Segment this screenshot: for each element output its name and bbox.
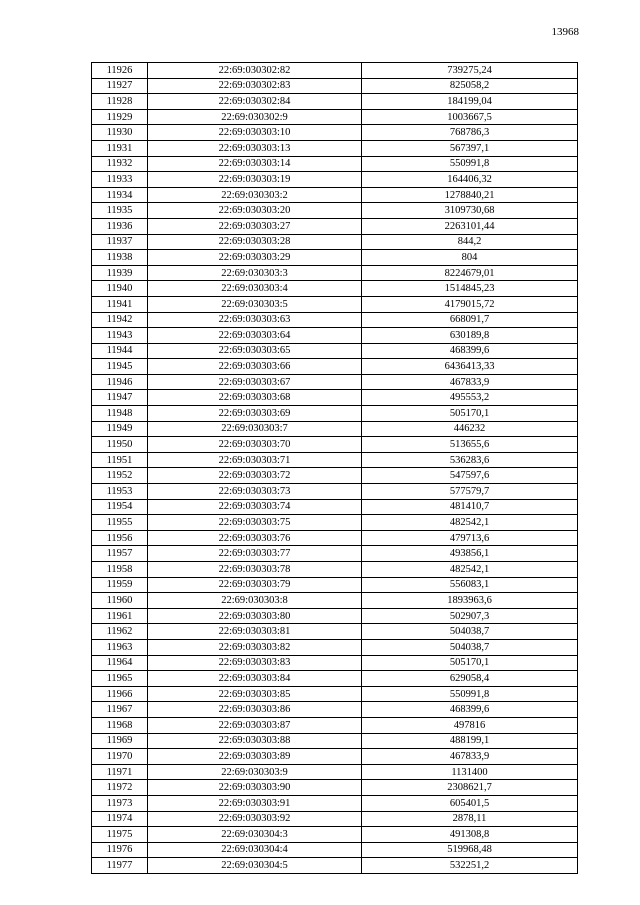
cadastral-number-cell: 22:69:030303:76: [148, 530, 362, 546]
table-row: [92, 140, 578, 156]
cadastral-number-cell: 22:69:030303:71: [148, 452, 362, 468]
row-number-cell: 11932: [92, 156, 148, 172]
table-row: [92, 811, 578, 827]
row-number-cell: 11957: [92, 546, 148, 562]
cadastral-number-cell: 22:69:030303:86: [148, 702, 362, 718]
table-row: [92, 733, 578, 749]
cadastral-number-cell: 22:69:030303:75: [148, 515, 362, 531]
cadastral-number-cell: 22:69:030303:10: [148, 125, 362, 141]
table-row: [92, 94, 578, 110]
value-cell: 804: [362, 250, 578, 266]
table-row: [92, 499, 578, 515]
cadastral-number-cell: 22:69:030303:14: [148, 156, 362, 172]
value-cell: 482542,1: [362, 562, 578, 578]
cadastral-number-cell: 22:69:030303:70: [148, 437, 362, 453]
row-number-cell: 11976: [92, 842, 148, 858]
cadastral-number-cell: 22:69:030303:85: [148, 686, 362, 702]
table-row: [92, 577, 578, 593]
value-cell: 1131400: [362, 764, 578, 780]
row-number-cell: 11933: [92, 172, 148, 188]
row-number-cell: 11941: [92, 296, 148, 312]
value-cell: 2308621,7: [362, 780, 578, 796]
cadastral-number-cell: 22:69:030303:63: [148, 312, 362, 328]
value-cell: 2263101,44: [362, 218, 578, 234]
cadastral-value-table: [91, 62, 578, 874]
table-row: [92, 764, 578, 780]
value-cell: 502907,3: [362, 608, 578, 624]
table-row: [92, 343, 578, 359]
cadastral-number-cell: 22:69:030303:5: [148, 296, 362, 312]
value-cell: 491308,8: [362, 827, 578, 843]
cadastral-number-cell: 22:69:030302:83: [148, 78, 362, 94]
row-number-cell: 11936: [92, 218, 148, 234]
table-row: [92, 265, 578, 281]
cadastral-number-cell: 22:69:030303:64: [148, 328, 362, 344]
row-number-cell: 11951: [92, 452, 148, 468]
row-number-cell: 11940: [92, 281, 148, 297]
cadastral-number-cell: 22:69:030303:77: [148, 546, 362, 562]
cadastral-number-cell: 22:69:030303:13: [148, 140, 362, 156]
value-cell: 668091,7: [362, 312, 578, 328]
row-number-cell: 11954: [92, 499, 148, 515]
row-number-cell: 11938: [92, 250, 148, 266]
row-number-cell: 11967: [92, 702, 148, 718]
value-cell: 446232: [362, 421, 578, 437]
cadastral-number-cell: 22:69:030303:9: [148, 764, 362, 780]
cadastral-number-cell: 22:69:030303:28: [148, 234, 362, 250]
value-cell: 844,2: [362, 234, 578, 250]
row-number-cell: 11973: [92, 795, 148, 811]
value-cell: 567397,1: [362, 140, 578, 156]
table-row: [92, 125, 578, 141]
value-cell: 497816: [362, 717, 578, 733]
value-cell: 504038,7: [362, 639, 578, 655]
row-number-cell: 11952: [92, 468, 148, 484]
value-cell: 488199,1: [362, 733, 578, 749]
cadastral-number-cell: 22:69:030303:74: [148, 499, 362, 515]
cadastral-number-cell: 22:69:030304:5: [148, 858, 362, 874]
cadastral-number-cell: 22:69:030303:92: [148, 811, 362, 827]
row-number-cell: 11966: [92, 686, 148, 702]
value-cell: 468399,6: [362, 343, 578, 359]
cadastral-number-cell: 22:69:030303:90: [148, 780, 362, 796]
table-row: [92, 593, 578, 609]
value-cell: 468399,6: [362, 702, 578, 718]
table-row: [92, 109, 578, 125]
table-row: [92, 530, 578, 546]
cadastral-number-cell: 22:69:030303:67: [148, 374, 362, 390]
row-number-cell: 11948: [92, 406, 148, 422]
row-number-cell: 11949: [92, 421, 148, 437]
table-row: [92, 421, 578, 437]
cadastral-number-cell: 22:69:030303:19: [148, 172, 362, 188]
value-cell: 768786,3: [362, 125, 578, 141]
value-cell: 532251,2: [362, 858, 578, 874]
table-row: [92, 296, 578, 312]
value-cell: 513655,6: [362, 437, 578, 453]
value-cell: 2878,11: [362, 811, 578, 827]
cadastral-number-cell: 22:69:030303:83: [148, 655, 362, 671]
row-number-cell: 11945: [92, 359, 148, 375]
row-number-cell: 11959: [92, 577, 148, 593]
row-number-cell: 11946: [92, 374, 148, 390]
value-cell: 467833,9: [362, 749, 578, 765]
cadastral-number-cell: 22:69:030303:84: [148, 671, 362, 687]
row-number-cell: 11971: [92, 764, 148, 780]
value-cell: 577579,7: [362, 484, 578, 500]
table-row: [92, 374, 578, 390]
cadastral-number-cell: 22:69:030303:7: [148, 421, 362, 437]
cadastral-number-cell: 22:69:030303:80: [148, 608, 362, 624]
table-row: [92, 795, 578, 811]
row-number-cell: 11975: [92, 827, 148, 843]
table-row: [92, 639, 578, 655]
value-cell: 4179015,72: [362, 296, 578, 312]
table-row: [92, 234, 578, 250]
value-cell: 550991,8: [362, 686, 578, 702]
cadastral-number-cell: 22:69:030303:8: [148, 593, 362, 609]
table-body: [92, 63, 578, 874]
row-number-cell: 11964: [92, 655, 148, 671]
cadastral-number-cell: 22:69:030303:69: [148, 406, 362, 422]
table-row: [92, 546, 578, 562]
row-number-cell: 11956: [92, 530, 148, 546]
cadastral-number-cell: 22:69:030303:20: [148, 203, 362, 219]
value-cell: 825058,2: [362, 78, 578, 94]
table-row: [92, 468, 578, 484]
table-row: [92, 218, 578, 234]
table-row: [92, 78, 578, 94]
row-number-cell: 11962: [92, 624, 148, 640]
value-cell: 605401,5: [362, 795, 578, 811]
table-row: [92, 655, 578, 671]
value-cell: 739275,24: [362, 63, 578, 79]
value-cell: 3109730,68: [362, 203, 578, 219]
value-cell: 164406,32: [362, 172, 578, 188]
row-number-cell: 11928: [92, 94, 148, 110]
row-number-cell: 11931: [92, 140, 148, 156]
cadastral-number-cell: 22:69:030303:3: [148, 265, 362, 281]
cadastral-number-cell: 22:69:030302:9: [148, 109, 362, 125]
value-cell: 467833,9: [362, 374, 578, 390]
table-row: [92, 671, 578, 687]
value-cell: 550991,8: [362, 156, 578, 172]
table-row: [92, 406, 578, 422]
row-number-cell: 11969: [92, 733, 148, 749]
cadastral-number-cell: 22:69:030303:2: [148, 187, 362, 203]
row-number-cell: 11944: [92, 343, 148, 359]
row-number-cell: 11965: [92, 671, 148, 687]
row-number-cell: 11970: [92, 749, 148, 765]
table-row: [92, 187, 578, 203]
value-cell: 495553,2: [362, 390, 578, 406]
cadastral-number-cell: 22:69:030303:91: [148, 795, 362, 811]
value-cell: 629058,4: [362, 671, 578, 687]
cadastral-number-cell: 22:69:030303:4: [148, 281, 362, 297]
value-cell: 630189,8: [362, 328, 578, 344]
row-number-cell: 11950: [92, 437, 148, 453]
table-row: [92, 172, 578, 188]
row-number-cell: 11961: [92, 608, 148, 624]
row-number-cell: 11974: [92, 811, 148, 827]
value-cell: 1514845,23: [362, 281, 578, 297]
value-cell: 504038,7: [362, 624, 578, 640]
value-cell: 536283,6: [362, 452, 578, 468]
table-row: [92, 780, 578, 796]
cadastral-number-cell: 22:69:030304:3: [148, 827, 362, 843]
cadastral-number-cell: 22:69:030303:87: [148, 717, 362, 733]
value-cell: 1278840,21: [362, 187, 578, 203]
cadastral-number-cell: 22:69:030303:27: [148, 218, 362, 234]
row-number-cell: 11977: [92, 858, 148, 874]
value-cell: 1003667,5: [362, 109, 578, 125]
row-number-cell: 11943: [92, 328, 148, 344]
row-number-cell: 11930: [92, 125, 148, 141]
row-number-cell: 11968: [92, 717, 148, 733]
row-number-cell: 11942: [92, 312, 148, 328]
table-row: [92, 203, 578, 219]
table-row: [92, 749, 578, 765]
row-number-cell: 11934: [92, 187, 148, 203]
cadastral-number-cell: 22:69:030303:82: [148, 639, 362, 655]
row-number-cell: 11972: [92, 780, 148, 796]
value-cell: 505170,1: [362, 655, 578, 671]
row-number-cell: 11947: [92, 390, 148, 406]
cadastral-number-cell: 22:69:030304:4: [148, 842, 362, 858]
cadastral-number-cell: 22:69:030303:72: [148, 468, 362, 484]
value-cell: 547597,6: [362, 468, 578, 484]
table-row: [92, 312, 578, 328]
table-row: [92, 359, 578, 375]
row-number-cell: 11953: [92, 484, 148, 500]
value-cell: 519968,48: [362, 842, 578, 858]
cadastral-number-cell: 22:69:030303:73: [148, 484, 362, 500]
row-number-cell: 11937: [92, 234, 148, 250]
cadastral-number-cell: 22:69:030302:82: [148, 63, 362, 79]
row-number-cell: 11939: [92, 265, 148, 281]
table-row: [92, 328, 578, 344]
value-cell: 556083,1: [362, 577, 578, 593]
table-row: [92, 686, 578, 702]
row-number-cell: 11960: [92, 593, 148, 609]
row-number-cell: 11955: [92, 515, 148, 531]
row-number-cell: 11927: [92, 78, 148, 94]
table-row: [92, 63, 578, 79]
value-cell: 8224679,01: [362, 265, 578, 281]
table-row: [92, 827, 578, 843]
table-row: [92, 562, 578, 578]
cadastral-number-cell: 22:69:030303:81: [148, 624, 362, 640]
table-row: [92, 702, 578, 718]
value-cell: 481410,7: [362, 499, 578, 515]
table-row: [92, 281, 578, 297]
row-number-cell: 11929: [92, 109, 148, 125]
value-cell: 184199,04: [362, 94, 578, 110]
cadastral-number-cell: 22:69:030303:68: [148, 390, 362, 406]
cadastral-number-cell: 22:69:030303:88: [148, 733, 362, 749]
table-row: [92, 624, 578, 640]
value-cell: 6436413,33: [362, 359, 578, 375]
table-row: [92, 515, 578, 531]
cadastral-number-cell: 22:69:030302:84: [148, 94, 362, 110]
cadastral-number-cell: 22:69:030303:89: [148, 749, 362, 765]
table-row: [92, 437, 578, 453]
cadastral-number-cell: 22:69:030303:78: [148, 562, 362, 578]
table-row: [92, 156, 578, 172]
cadastral-number-cell: 22:69:030303:79: [148, 577, 362, 593]
row-number-cell: 11935: [92, 203, 148, 219]
row-number-cell: 11926: [92, 63, 148, 79]
value-cell: 505170,1: [362, 406, 578, 422]
value-cell: 479713,6: [362, 530, 578, 546]
value-cell: 482542,1: [362, 515, 578, 531]
table-row: [92, 390, 578, 406]
value-cell: 493856,1: [362, 546, 578, 562]
cadastral-number-cell: 22:69:030303:65: [148, 343, 362, 359]
cadastral-number-cell: 22:69:030303:66: [148, 359, 362, 375]
cadastral-number-cell: 22:69:030303:29: [148, 250, 362, 266]
page-number: 13968: [551, 26, 579, 38]
value-cell: 1893963,6: [362, 593, 578, 609]
table-row: [92, 717, 578, 733]
table-row: [92, 250, 578, 266]
row-number-cell: 11958: [92, 562, 148, 578]
table-row: [92, 452, 578, 468]
table-row: [92, 484, 578, 500]
table-row: [92, 608, 578, 624]
table-row: [92, 842, 578, 858]
row-number-cell: 11963: [92, 639, 148, 655]
table-row: [92, 858, 578, 874]
